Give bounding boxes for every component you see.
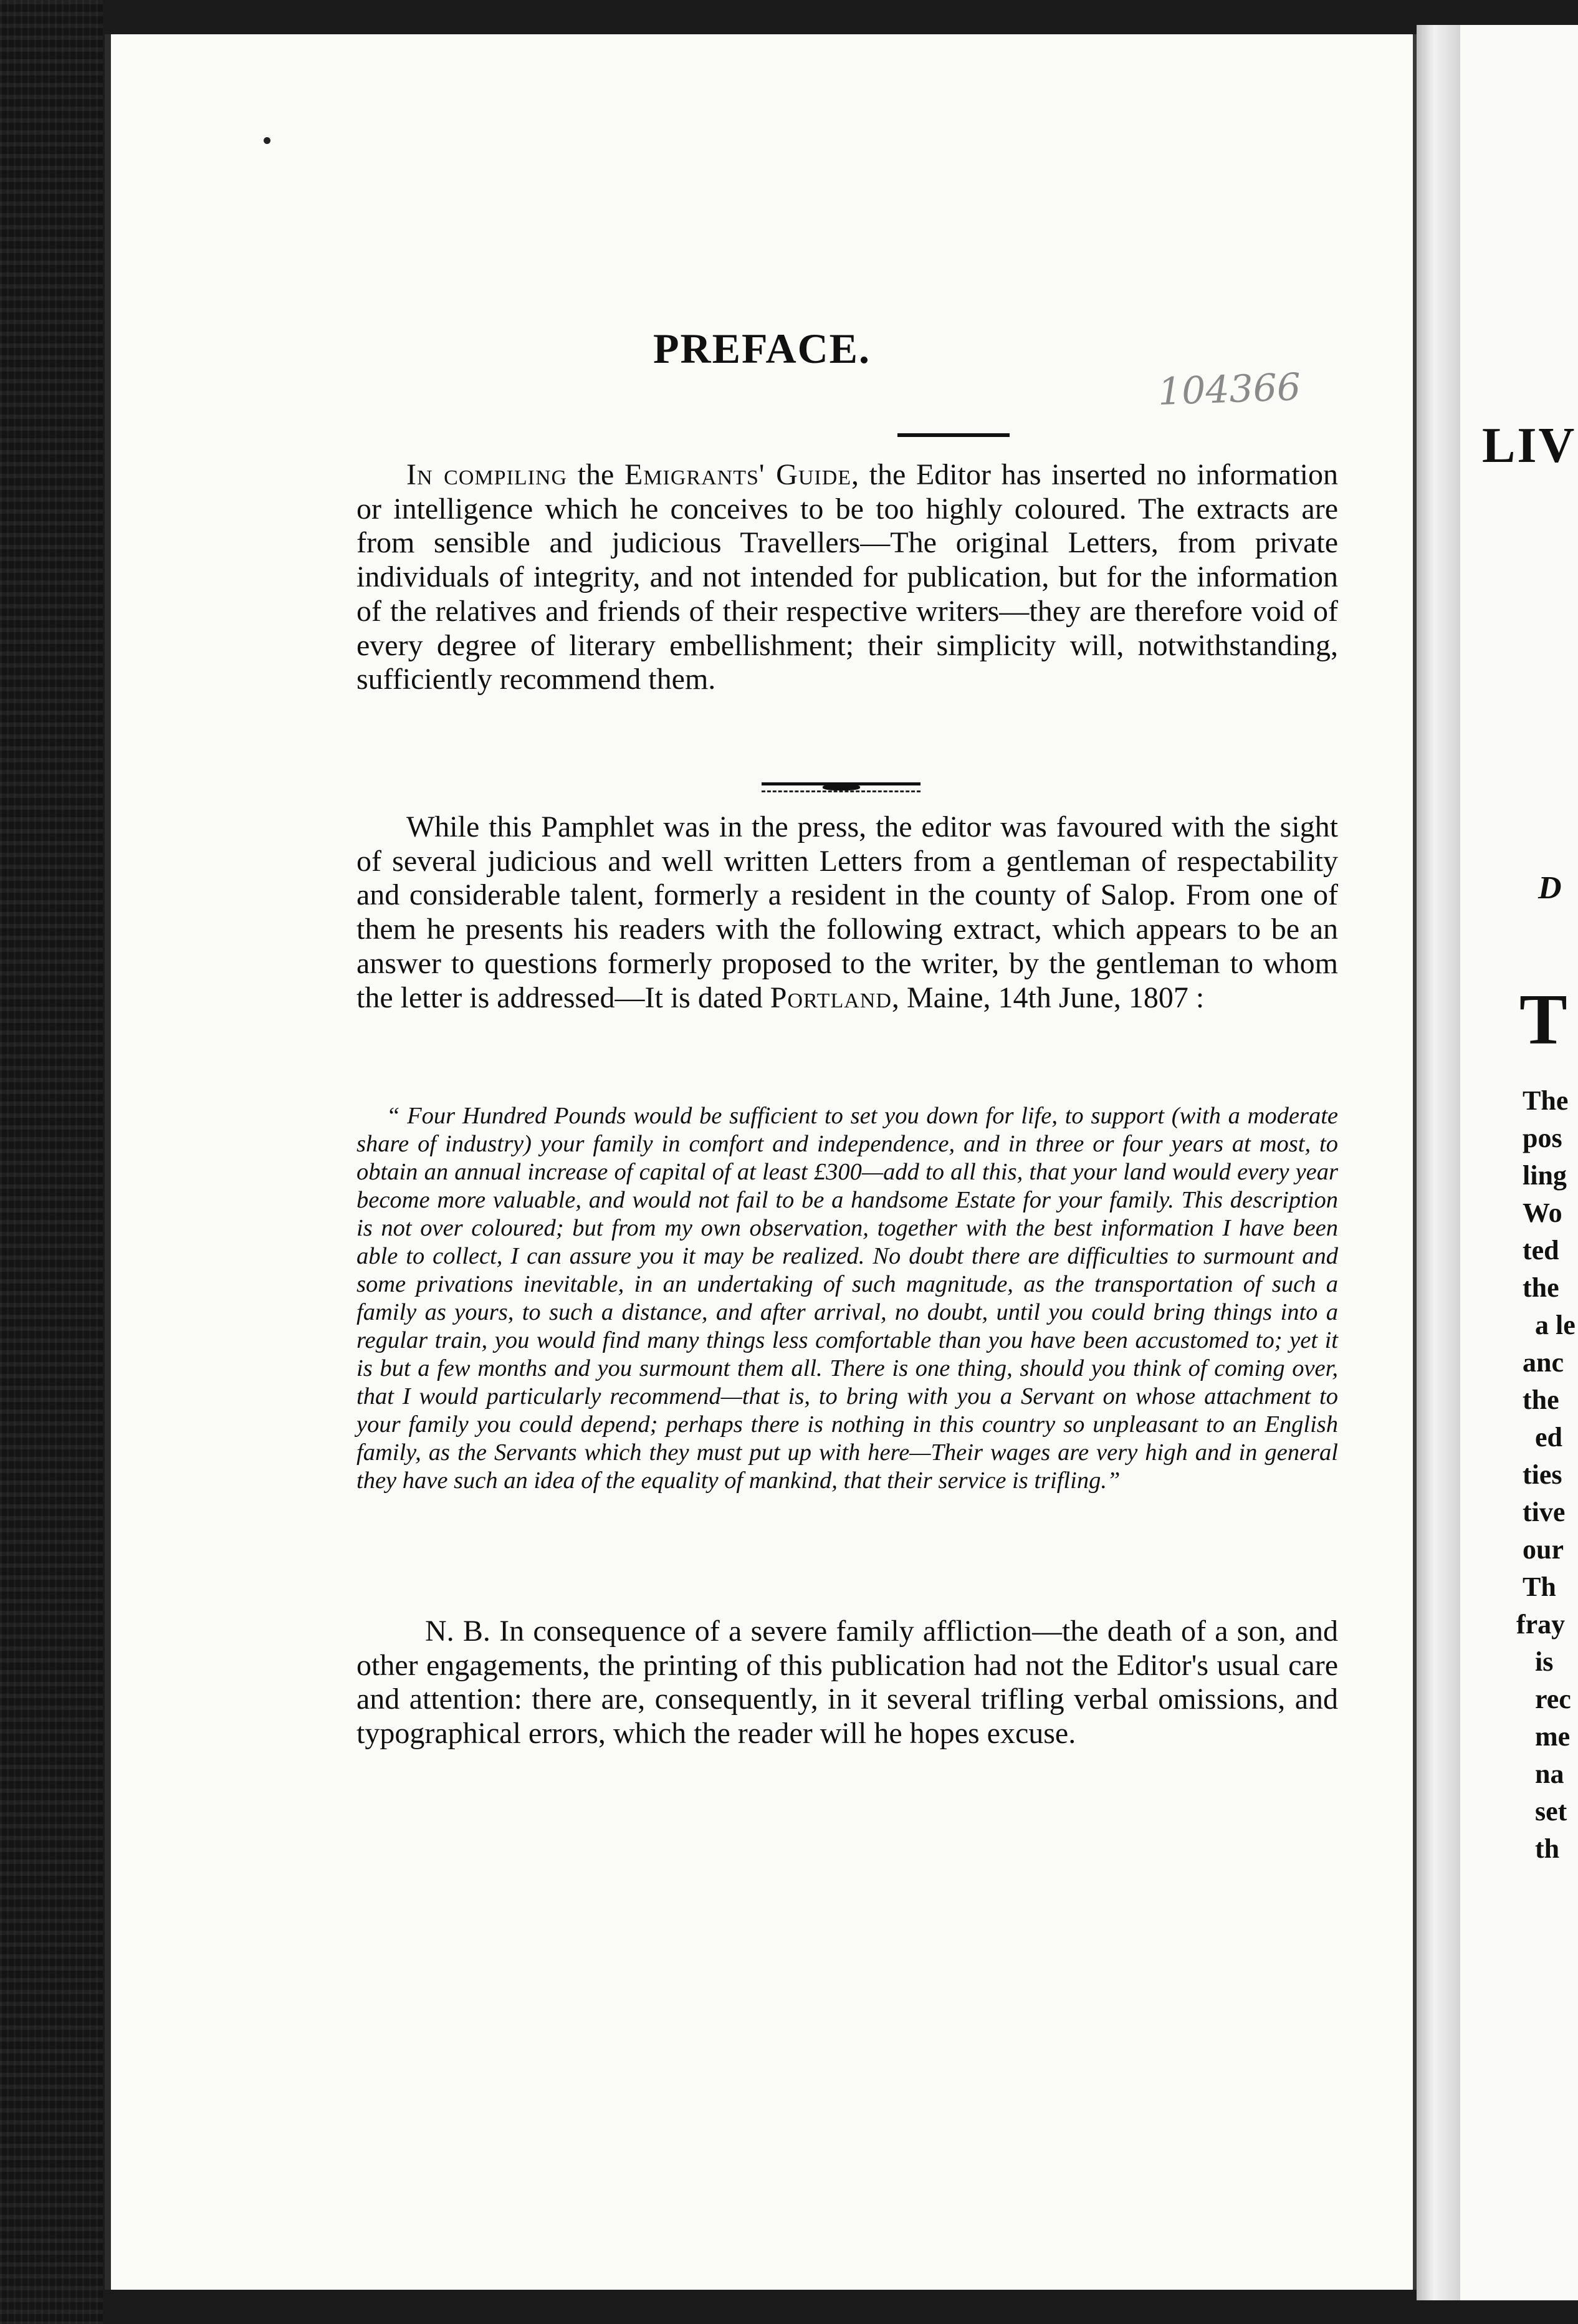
right-page-line: tive [1523,1497,1566,1527]
right-page-initial: D [1538,870,1562,906]
lead-words: In compiling [406,458,568,491]
paragraph-intro-text-a: the [567,458,624,491]
right-page-line: ties [1523,1459,1562,1490]
right-page-line: fray [1516,1609,1566,1640]
paragraph-pamphlet [356,810,1338,1015]
guide-title: Emigrants' Guide [624,458,852,491]
right-page-line: anc [1523,1347,1564,1378]
right-page-line: The [1523,1085,1569,1116]
paragraph-intro [356,458,1338,697]
book-gutter [1417,25,1460,2300]
ornamental-divider [762,782,921,792]
right-page-line: th [1535,1833,1560,1864]
right-page-line: ling [1523,1160,1567,1191]
handwritten-catalog-number: 104366 [1157,365,1302,414]
right-page-line: the [1523,1385,1559,1415]
right-page-line: rec [1535,1684,1571,1714]
right-page-line: a le [1535,1310,1576,1340]
right-page-line: ed [1535,1422,1562,1452]
right-page-line: the [1523,1272,1559,1303]
right-page-title: LIV [1482,418,1577,473]
right-page-dropcap: T [1519,980,1567,1059]
paragraph-pamphlet-text-b: , Maine, 14th June, 1807 : [891,981,1205,1014]
right-page-fragment [1460,25,1578,2300]
place-name: Portland [770,981,892,1014]
book-binding-edge [0,0,103,2324]
page-speck [264,137,270,144]
right-page-line: our [1523,1534,1564,1565]
right-page-line: me [1535,1721,1571,1752]
right-page-line: set [1535,1796,1567,1827]
right-page-line: na [1535,1759,1564,1789]
heading-rule [897,433,1010,437]
right-page-line: pos [1523,1123,1562,1153]
right-page-line: Th [1523,1572,1556,1602]
paragraph-intro-text-b: , the Editor has inserted no information or intelligence which he conceives to be too highly coloured. The extracts are from sensible and judicious Travellers—The original Letters, from private individuals of integrity, and not intended for publication, but for the information of the relatives and friends of their respective writers—they are therefore void of every degree of literary embellishment; their simplicity will, notwithstanding, sufficiently recommend them. [356,458,1339,696]
paragraph-pamphlet-text-a: While this Pamphlet was in the press, the editor was favoured with the sight of several judicious and well written Letters from a gentleman of respectability and considerable talent, formerly a resident in the county of Salop. From one of them he presents his readers with the following extract, which appears to be an answer to questions formerly proposed to the writer, by the gentleman to whom the letter is addressed—It is dated [356,810,1338,1014]
right-page-line: Wo [1523,1198,1562,1228]
right-page-line: ted [1523,1235,1559,1265]
letter-extract-quote: “ Four Hundred Pounds would be sufficient to set you down for life, to support (with a moderate share of industry) your family in comfort and independence, and in three or four years at most, to obtain an annual increase of capital of at least £300—add to all this, that your land would every year become more valuable, and would not fail to be a handsome Estate for your family. This description is not over coloured; but from my own observation, together with the best information I have been able to collect, I can assure you it may be realized. No doubt there are difficulties to surmount and some privations inevitable, in an undertaking of such magnitude, as the transportation of such a family as yours, to such a distance, and after arrival, no doubt, until you could bring things into a regular train, you would find many things less comfortable than you have been accustomed to; yet it is but a few months and you surmount them all. There is one thing, should you think of coming over, that I would particularly recommend—that is, to bring with you a Servant on whose attachment to your family you could depend; perhaps there is nothing in this country so unpleasant to an English family, as the Servants which they must put up with here—Their wages are very high and in general they have such an idea of the equality of mankind, that their service is trifling.” [356,1103,1338,1494]
page-heading: PREFACE. [653,325,871,372]
right-page-line: is [1535,1646,1554,1677]
nota-bene-paragraph: N. B. In consequence of a severe family affliction—the death of a son, and other engagements, the printing of this publication had not the Editor's usual care and attention: there are, consequently, in it several trifling verbal omissions, and typographical errors, which the reader will he hopes excuse. [356,1615,1338,1750]
